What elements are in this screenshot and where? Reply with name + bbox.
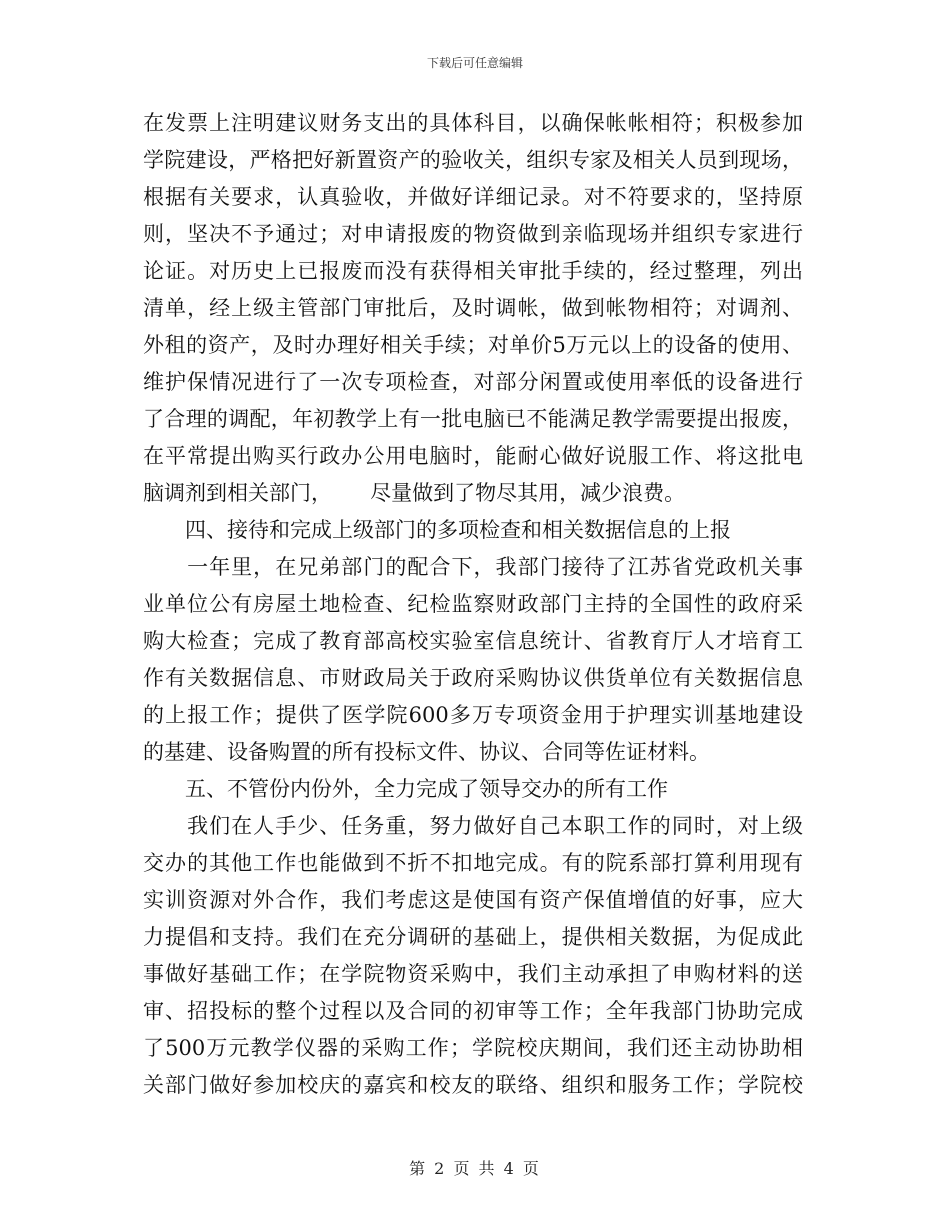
text-line: 外租的资产，及时办理好相关手续；对单价5万元以上的设备的使用、 [143,333,803,357]
text-line: 关部门做好参加校庆的嘉宾和校友的联络、组织和服务工作；学院校 [143,1073,803,1097]
text-line: 论证。对历史上已报废而没有获得相关审批手续的，经过整理，列出 [143,259,803,283]
text-line: 审、招投标的整个过程以及合同的初审等工作；全年我部门协助完成 [143,999,803,1023]
text-line: 的基建、设备购置的所有投标文件、协议、合同等佐证材料。 [143,740,710,764]
text-line: 四、接待和完成上级部门的多项检查和相关数据信息的上报 [143,518,731,542]
text-line: 了合理的调配，年初教学上有一批电脑已不能满足教学需要提出报废， [143,407,803,431]
text-line: 的上报工作；提供了医学院600多万专项资金用于护理实训基地建设 [143,703,803,727]
text-line: 清单，经上级主管部门审批后，及时调帐，做到帐物相符；对调剂、 [143,296,803,320]
text-line: 一年里，在兄弟部门的配合下，我部门接待了江苏省党政机关事 [143,555,803,579]
text-line: 购大检查；完成了教育部高校实验室信息统计、省教育厅人才培育工 [143,629,803,653]
text-line: 我们在人手少、任务重，努力做好自己本职工作的同时，对上级 [143,814,803,838]
text-line: 脑调剂到相关部门， 尽量做到了物尽其用，减少浪费。 [143,481,686,505]
text-line: 作有关数据信息、市财政局关于政府采购协议供货单位有关数据信息 [143,666,803,690]
body-text [143,105,803,1104]
text-line: 力提倡和支持。我们在充分调研的基础上，提供相关数据，为促成此 [143,925,803,949]
text-line: 学院建设，严格把好新置资产的验收关，组织专家及相关人员到现场， [143,148,803,172]
text-line: 维护保情况进行了一次专项检查，对部分闲置或使用率低的设备进行 [143,370,803,394]
text-line: 事做好基础工作；在学院物资采购中，我们主动承担了申购材料的送 [143,962,803,986]
text-line: 根据有关要求，认真验收，并做好详细记录。对不符要求的，坚持原 [143,185,803,209]
text-line: 了500万元教学仪器的采购工作；学院校庆期间，我们还主动协助相 [143,1036,803,1060]
text-line: 在平常提出购买行政办公用电脑时，能耐心做好说服工作、将这批电 [143,444,803,468]
text-line: 实训资源对外合作，我们考虑这是使国有资产保值增值的好事，应大 [143,888,803,912]
text-line: 交办的其他工作也能做到不折不扣地完成。有的院系部打算利用现有 [143,851,803,875]
text-line: 则，坚决不予通过；对申请报废的物资做到亲临现场并组织专家进行 [143,222,803,246]
page-footer: 第 2 页 共 4 页 [409,1159,541,1178]
text-line: 在发票上注明建议财务支出的具体科目，以确保帐帐相符；积极参加 [143,111,803,135]
text-line: 业单位公有房屋土地检查、纪检监察财政部门主持的全国性的政府采 [143,592,803,616]
text-line: 五、不管份内份外，全力完成了领导交办的所有工作 [143,777,668,801]
page-header: 下载后可任意编辑 [426,56,523,70]
